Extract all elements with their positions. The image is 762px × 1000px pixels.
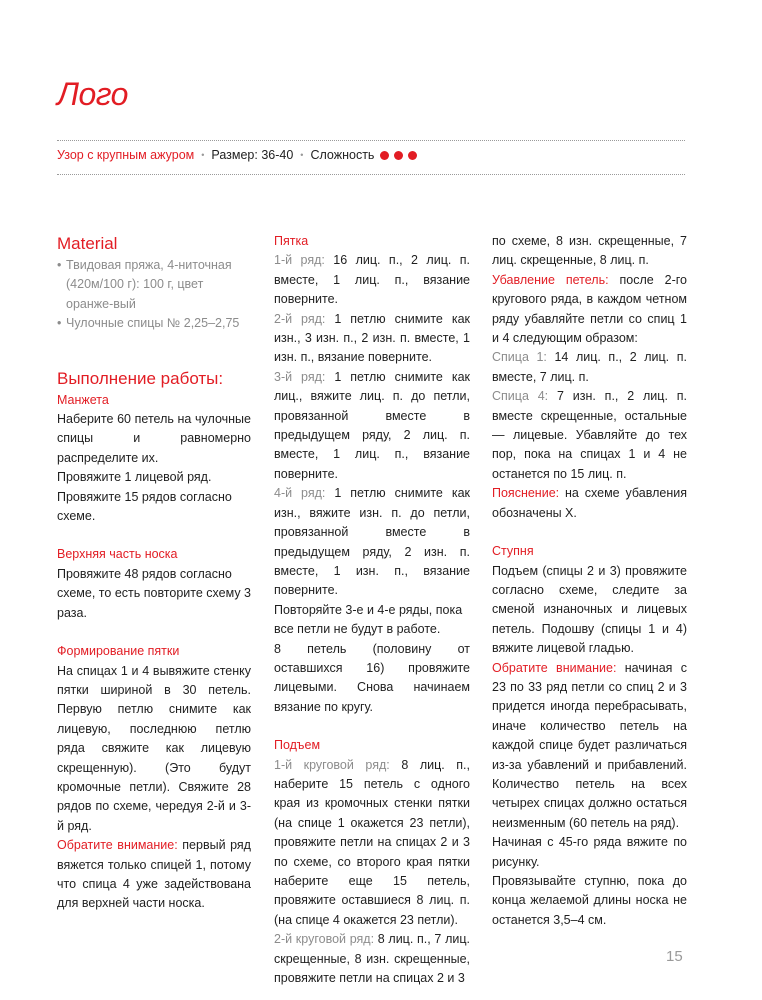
decrease-label: Убавление петель:: [492, 272, 609, 287]
row-label: 1-й ряд:: [274, 253, 325, 268]
top-divider: [57, 140, 685, 141]
upper-heading: Верхняя часть носка: [57, 547, 178, 562]
row-instruction: [274, 310, 470, 368]
material-item: • Твидовая пряжа, 4-ниточная (420м/100 г): 100 г, цвет оранже-вый: [57, 256, 251, 314]
cuff-paragraph: Провяжите 15 рядов согласно схеме.: [57, 489, 232, 524]
separator: •: [201, 150, 205, 160]
cuff-heading: Манжета: [57, 392, 109, 407]
row-label: 3-й ряд:: [274, 369, 326, 384]
note-text: на схеме убавления обозначены Х.: [492, 486, 687, 520]
foot-paragraph: Подъем (спицы 2 и 3) провяжите согласно схеме, следите за сменой изнаночных и лицевых петель. Подошву (спицы 1 и 4) вяжите лицевой гладью.: [492, 563, 687, 656]
cuff-paragraph: Наберите 60 петель на чулочные спицы и равномерно распределите их.: [57, 412, 251, 465]
bottom-divider: [57, 174, 685, 175]
attention-paragraph: [57, 836, 251, 914]
cuff-paragraph: Провяжите 1 лицевой ряд.: [57, 470, 212, 485]
row-label: 2-й ряд:: [274, 311, 326, 326]
round-text: 8 лиц. п., наберите 15 петель с одного края из кромочных стенки пятки (на спице 1 окажется 23 петли), провяжите петли на спицах 2 и 3 по схеме, со второго края пятки наберите еще 15 петель, провяжите оставшиеся 8 лиц. п. (на спице 4 окажется 23 петли).: [274, 757, 470, 927]
attention-paragraph: [492, 659, 687, 834]
column-2: [274, 232, 470, 988]
complexity-rating: [380, 151, 417, 160]
logo: Лого: [57, 76, 128, 112]
decrease-text: после 2-го кругового ряда, в каждом четном ряду убавляйте петли со спиц 1 и 4 следующим образом:: [492, 272, 687, 346]
heel-heading: Пятка: [274, 234, 309, 248]
round-text: 8 лиц. п., 7 лиц. скрещенные, 8 изн. скрещенные, провяжите петли на спицах 2 и 3: [274, 932, 470, 986]
attention-text: начиная с 23 по 33 ряд петли со спиц 2 и 3 придется иногда перебрасывать, иначе количество петель на каждой спице будет различаться из-за убавлений и прибавлений. Количество петель на всех четырех спицах должно остаться неизменным (60 петель на ряд).: [492, 660, 687, 830]
rating-dot-icon: [408, 151, 417, 160]
round-label: 1-й круговой ряд:: [274, 757, 390, 772]
row-text: 1 петлю снимите как изн., вяжите изн. п. до петли, провязанной вместе в предыдущем ряду, 2 изн. п. вместе, 1 изн. п., вязание поверните.: [274, 486, 470, 598]
attention-text: первый ряд вяжется только спицей 1, потому что спица 4 уже задействована для верхней части носка.: [57, 838, 251, 911]
rating-dot-icon: [380, 151, 389, 160]
material-item: • Чулочные спицы № 2,25–2,75: [57, 314, 251, 333]
attention-label: Обратите внимание:: [57, 838, 178, 853]
column-1: [57, 232, 251, 914]
round-instruction: [274, 930, 470, 988]
rating-dot-icon: [394, 151, 403, 160]
round-instruction: [274, 756, 470, 931]
material-list: [57, 256, 251, 334]
work-heading: Выполнение работы:: [57, 368, 224, 388]
row-text: 1 петлю снимите как лиц., вяжите лиц. п. до петли, провязанной вместе в предыдущем ряду, 2 лиц. п. вместе, 1 лиц. п., вязание поверните.: [274, 369, 470, 481]
repeat-paragraph: Повторяйте 3-е и 4-е ряды, пока все петли не будут в работе.: [274, 602, 463, 637]
row-instruction: [274, 368, 470, 484]
upper-paragraph: Провяжите 48 рядов согласно схеме, то есть повторите схему 3 раза.: [57, 566, 252, 620]
row-text: 16 лиц. п., 2 лиц. п. вместе, 1 лиц. п., вязание поверните.: [274, 253, 470, 307]
material-heading: Material: [57, 234, 118, 253]
row-instruction: [274, 251, 470, 309]
note-label: Пояснение:: [492, 486, 560, 501]
note-paragraph: [492, 484, 687, 523]
row-text: 1 петлю снимите как изн., 3 изн. п., 2 изн. п. вместе, 1 изн. п., вязание поверните.: [274, 311, 470, 365]
row-label: 4-й ряд:: [274, 486, 326, 501]
foot-heading: Ступня: [492, 544, 534, 559]
round-label: 2-й круговой ряд:: [274, 932, 375, 947]
remaining-paragraph: 8 петель (половину от оставшихся 16) провяжите лицевыми. Снова начинаем вязание по кругу.: [274, 641, 470, 714]
decrease-paragraph: [492, 271, 687, 349]
complexity-label: Сложность: [310, 148, 375, 162]
needle-instruction: [492, 387, 687, 484]
pattern-name: Узор с крупным ажуром: [57, 148, 195, 162]
attention-label: Обратите внимание:: [492, 660, 617, 675]
size-info: Размер: 36-40: [211, 148, 294, 162]
info-bar: [57, 148, 417, 162]
heel-formation-heading: Формирование пятки: [57, 644, 180, 659]
heel-formation-paragraph: На спицах 1 и 4 вывяжите стенку пятки шириной в 30 петель. Первую петлю снимите как лицевую, последнюю петлю ряда свяжите как лицевую скрещенную). (Это будут кромочные петли). Свяжите 28 рядов по схеме, чередуя 2-й и 3-й ряд.: [57, 663, 251, 833]
needle-label: Спица 1:: [492, 350, 547, 365]
needle-text: 7 изн. п., 2 лиц. п. вместе скрещенные, остальные — лицевые. Убавляйте до тех пор, пока на спицах 1 и 4 не останется по 15 лиц. п.: [492, 389, 687, 481]
page-number: 15: [666, 948, 683, 965]
row-instruction: [274, 484, 470, 600]
needle-instruction: [492, 348, 687, 387]
separator: •: [300, 150, 304, 160]
needle-label: Спица 4:: [492, 389, 549, 404]
column-3: [492, 232, 687, 930]
foot-paragraph: Провязывайте ступню, пока до конца желаемой длины носка не останется 3,5–4 см.: [492, 874, 687, 927]
gusset-heading: Подъем: [274, 738, 321, 753]
continued-paragraph: по схеме, 8 изн. скрещенные, 7 лиц. скрещенные, 8 лиц. п.: [492, 234, 687, 268]
needle-text: 14 лиц. п., 2 лиц. п. вместе, 7 лиц. п.: [492, 350, 687, 384]
foot-paragraph: Начиная с 45-го ряда вяжите по рисунку.: [492, 835, 687, 869]
